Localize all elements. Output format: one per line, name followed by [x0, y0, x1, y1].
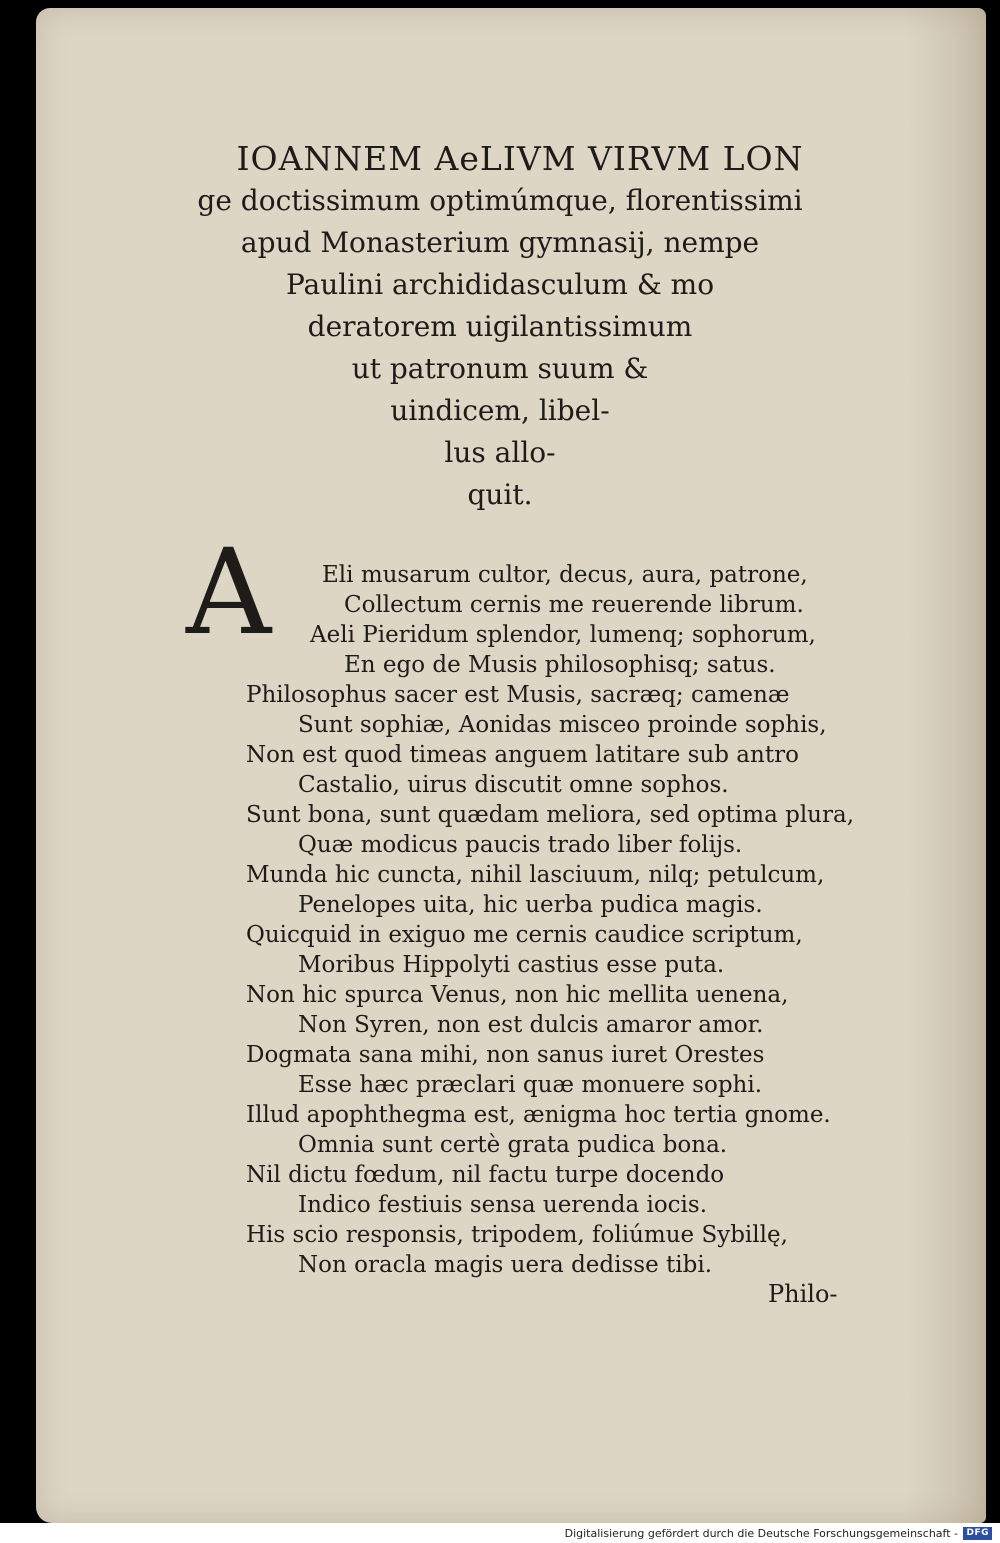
- heading-line: ut patronum suum &: [351, 352, 649, 385]
- catchword: Philo-: [768, 1280, 838, 1308]
- poem-line: Eli musarum cultor, decus, aura, patrone,: [322, 562, 808, 588]
- heading-line: quit.: [467, 478, 533, 511]
- poem-line: Penelopes uita, hic uerba pudica magis.: [298, 892, 763, 918]
- heading-line: ge doctissimum optimúmque, florentissimi: [197, 184, 803, 217]
- poem-line: Philosophus sacer est Musis, sacræq; camenæ: [246, 682, 790, 708]
- heading-line: IOANNEM AeLIVM VIRVM LON: [236, 139, 804, 178]
- drop-cap-initial: A: [186, 523, 272, 661]
- poem-line: Quæ modicus paucis trado liber folijs.: [298, 832, 743, 858]
- poem-line: Aeli Pieridum splendor, lumenq; sophorum,: [310, 622, 816, 648]
- poem-line: His scio responsis, tripodem, foliúmue Sybillę,: [246, 1222, 788, 1248]
- poem-line: Dogmata sana mihi, non sanus iuret Orestes: [246, 1042, 765, 1068]
- footer-bar: [0, 1523, 1000, 1543]
- funding-notice: Digitalisierung gefördert durch die Deutsche Forschungsgemeinschaft -: [564, 1527, 958, 1540]
- poem-line: Esse hæc præclari quæ monuere sophi.: [298, 1072, 763, 1098]
- heading-line: lus allo-: [444, 436, 556, 469]
- poem-line: Non hic spurca Venus, non hic mellita uenena,: [246, 982, 789, 1008]
- poem-line: Non oracla magis uera dedisse tibi.: [298, 1252, 712, 1278]
- poem-line: En ego de Musis philosophisq; satus.: [344, 652, 776, 678]
- poem-line: Non Syren, non est dulcis amaror amor.: [298, 1012, 764, 1038]
- poem-line: Moribus Hippolyti castius esse puta.: [298, 952, 725, 978]
- poem-line: Illud apophthegma est, ænigma hoc tertia gnome.: [246, 1102, 831, 1128]
- poem-line: Castalio, uirus discutit omne sophos.: [298, 772, 729, 798]
- heading-line: uindicem, libel-: [390, 394, 610, 427]
- heading-line: Paulini archididasculum & mo: [285, 268, 715, 301]
- heading-line: apud Monasterium gymnasij, nempe: [240, 226, 760, 259]
- poem-line: Sunt sophiæ, Aonidas misceo proinde sophis,: [298, 712, 827, 738]
- poem-line: Munda hic cuncta, nihil lasciuum, nilq; petulcum,: [246, 862, 825, 888]
- poem-line: Omnia sunt certè grata pudica bona.: [298, 1132, 728, 1158]
- dfg-logo-icon: DFG: [963, 1527, 992, 1540]
- poem-line: Collectum cernis me reuerende librum.: [344, 592, 804, 618]
- poem-line: Sunt bona, sunt quædam meliora, sed optima plura,: [246, 802, 855, 828]
- poem-line: Nil dictu fœdum, nil factu turpe docendo: [246, 1162, 725, 1188]
- poem-line: Quicquid in exiguo me cernis caudice scriptum,: [246, 922, 803, 948]
- poem-line: Non est quod timeas anguem latitare sub antro: [246, 742, 799, 768]
- heading-line: deratorem uigilantissimum: [307, 310, 693, 343]
- poem-line: Indico festiuis sensa uerenda iocis.: [298, 1192, 708, 1218]
- dedication-heading: [0, 138, 1000, 516]
